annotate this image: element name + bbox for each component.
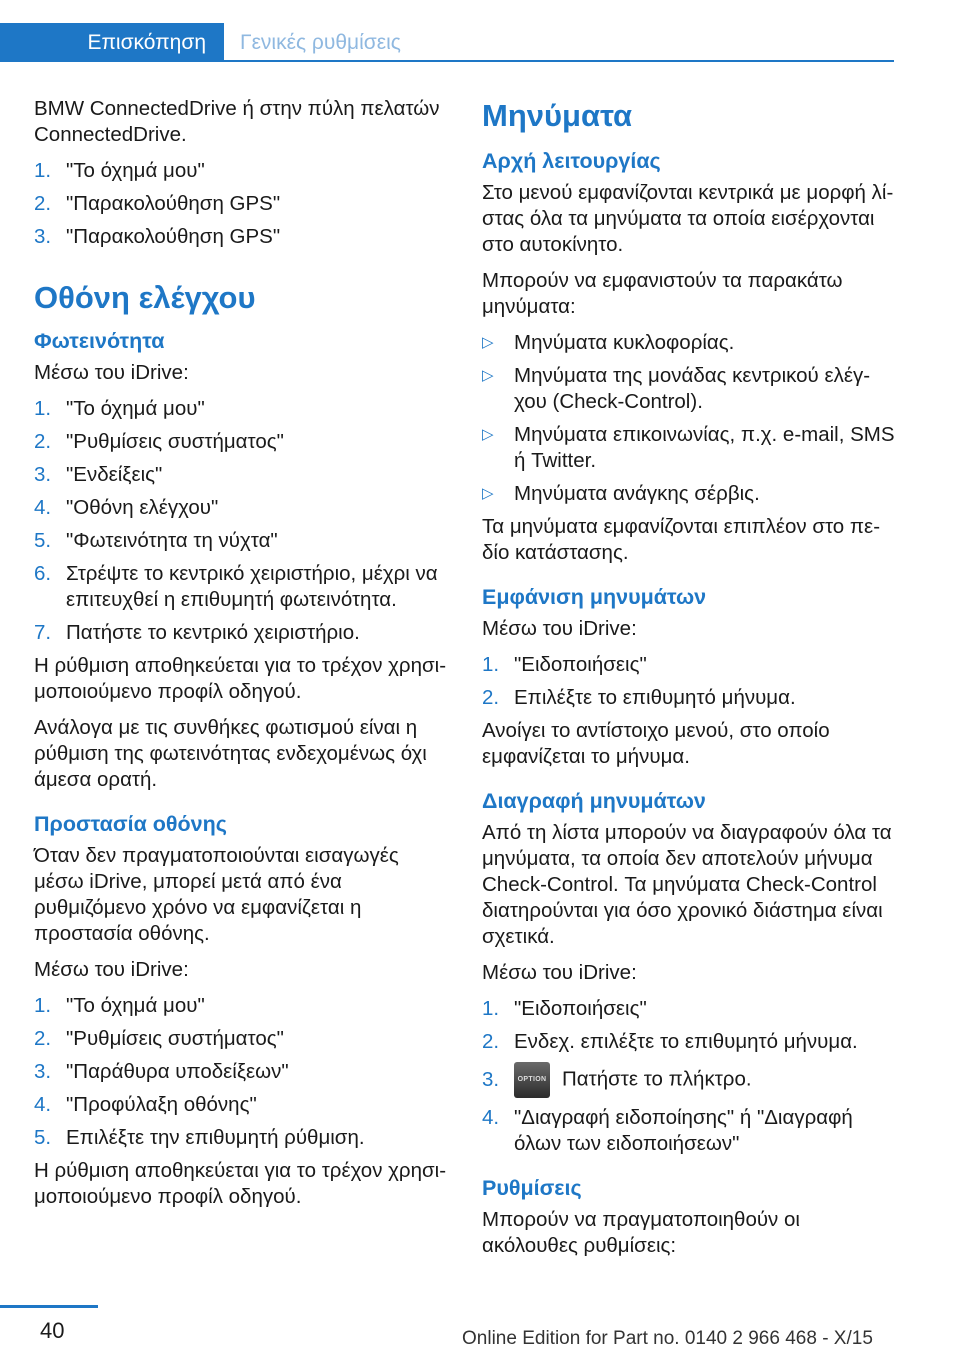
list-number: 2. [482,1030,500,1053]
can-show-text: Μπορούν να εμφανιστούν τα παρακάτω μηνύματα: [482,269,843,318]
list-item [34,1125,449,1151]
protection-text: Όταν δεν πραγματοποιούνται εισαγωγές μέσω iDrive, μπορεί μετά από ένα ρυθμιζόμενο χρόνο να εμφανίζεται η προστασία οθόνης. [34,844,399,945]
list-item [34,993,449,1019]
list-number: 3. [34,1060,52,1083]
list-item [34,191,449,217]
page-number: 40 [40,1318,65,1343]
list-item [482,330,896,356]
via-idrive-text: Μέσω του iDrive: [34,958,189,981]
list-item-text: "Ενδείξεις" [66,463,163,486]
list-item [34,528,449,554]
section-title-messages: Μηνύματα [482,98,633,133]
list-item [34,429,449,455]
list-item [34,158,449,184]
list-item-text: "Ειδοποιήσεις" [514,997,647,1020]
heading-principle: Αρχή λειτουργίας [482,149,661,173]
section-title-control-display: Οθόνη ελέγχου [34,280,256,315]
list-item [482,422,896,474]
settings-text: Μπορούν να πραγματοποιηθούν οι ακόλουθες ρυθμίσεις: [482,1208,800,1257]
list-item [482,996,896,1022]
right-column [482,96,896,1269]
list-number: 4. [482,1106,500,1129]
list-number: 7. [34,621,52,644]
principle-text: Στο μενού εμφανίζονται κεντρικά με μορφή λίστας όλα τα μηνύματα τα οποία εισέρχονται στο αυτοκίνητο. [482,181,894,256]
list-item [482,1029,896,1055]
list-connected-drive [34,158,449,250]
list-number: 4. [34,1093,52,1116]
list-item-text: Μηνύματα ανάγκης σέρβις. [514,482,760,505]
list-item-text: Πατήστε το πλήκτρο. [562,1067,752,1091]
list-item [482,1105,896,1157]
list-item [482,1062,896,1098]
list-number: 2. [482,686,500,709]
list-brightness-steps [34,396,449,646]
list-number: 2. [34,192,52,215]
list-item [34,1026,449,1052]
list-item-text: Επιλέξτε την επιθυμητή ρύθμιση. [66,1126,365,1149]
list-item [34,1059,449,1085]
list-number: 4. [34,496,52,519]
list-item-text: "Ρυθμίσεις συστήματος" [66,430,284,453]
list-number: 5. [34,529,52,552]
list-number: 6. [34,562,52,585]
option-button-icon: OPTION [514,1062,550,1098]
left-column [34,96,449,1220]
list-number: 1. [34,159,52,182]
triangle-bullet-icon: ▷ [482,426,494,443]
list-item-text: "Το όχημά μου" [66,397,205,420]
list-item [34,561,449,613]
list-item-text: "Ρυθμίσεις συστήματος" [66,1027,284,1050]
heading-brightness: Φωτεινότητα [34,329,165,353]
saved-note: Η ρύθμιση αποθηκεύεται για το τρέχον χρησιμοποιούμενο προφίλ οδηγού. [34,654,447,703]
triangle-bullet-icon: ▷ [482,334,494,351]
list-number: 3. [34,463,52,486]
heading-settings: Ρυθμίσεις [482,1176,582,1200]
via-idrive-text: Μέσω του iDrive: [34,361,189,384]
list-number: 1. [482,653,500,676]
list-item-text: "Το όχημά μου" [66,994,205,1017]
heading-show-messages: Εμφάνιση μηνυμάτων [482,585,707,609]
list-item-text: Ενδεχ. επιλέξτε το επιθυμητό μήνυμα. [514,1030,858,1053]
list-item-text: Στρέψτε το κεντρικό χειριστήριο, μέχρι να επιτευχθεί η επιθυμητή φωτεινότητα. [66,562,438,611]
list-item-text: Μηνύματα επικοινωνίας, π.χ. e-mail, SMS ή Twitter. [514,423,895,472]
via-idrive-text: Μέσω του iDrive: [482,617,637,640]
list-item-text: "Παρακολούθηση GPS" [66,225,281,248]
list-number: 5. [34,1126,52,1149]
list-number: 3. [34,225,52,248]
list-number: 1. [34,397,52,420]
list-item-text: Μηνύματα κυκλοφορίας. [514,331,735,354]
list-item [482,652,896,678]
intro-text: BMW ConnectedDrive ή στην πύλη πελατών ConnectedDrive. [34,97,440,146]
edition-text: Online Edition for Part no. 0140 2 966 468 - X/15 [462,1328,873,1349]
list-protection-steps [34,993,449,1151]
triangle-bullet-icon: ▷ [482,367,494,384]
heading-delete-messages: Διαγραφή μηνυμάτων [482,789,706,813]
list-item-text: Μηνύματα της μονάδας κεντρικού ελέγχου (Check-Control). [514,364,871,413]
list-item [34,396,449,422]
list-item-text: "Παρακολούθηση GPS" [66,192,281,215]
list-item-text: "Διαγραφή ειδοποίησης" ή "Διαγραφή όλων των ειδοποιήσεων" [514,1106,853,1155]
list-item [482,481,896,507]
footer-divider [0,1305,98,1308]
list-show-steps [482,652,896,711]
tab-overview[interactable]: Επισκόπηση [0,23,224,62]
list-item-text: "Προφύλαξη οθόνης" [66,1093,257,1116]
list-number: 2. [34,430,52,453]
list-item [34,620,449,646]
list-number: 2. [34,1027,52,1050]
via-idrive-text: Μέσω του iDrive: [482,961,637,984]
lighting-note: Ανάλογα με τις συνθήκες φωτισμού είναι η ρύθμιση της φωτεινότητας ενδεχομένως όχι άμεσα ορατή. [34,716,427,791]
list-item-text: "Φωτεινότητα τη νύχτα" [66,529,278,552]
list-delete-steps [482,996,896,1157]
status-note: Τα μηνύματα εμφανίζονται επιπλέον στο πεδίο κατάστασης. [482,515,881,564]
list-number: 3. [482,1068,500,1091]
tab-general-settings[interactable]: Γενικές ρυθμίσεις [240,30,401,54]
list-item [34,224,449,250]
saved-note: Η ρύθμιση αποθηκεύεται για το τρέχον χρησιμοποιούμενο προφίλ οδηγού. [34,1159,447,1208]
list-item [482,685,896,711]
list-item [482,363,896,415]
message-types-list [482,330,896,507]
list-item-text: "Οθόνη ελέγχου" [66,496,219,519]
list-item-text: "Παράθυρα υποδείξεων" [66,1060,289,1083]
list-item [34,462,449,488]
list-item-text: "Ειδοποιήσεις" [514,653,647,676]
list-item [34,1092,449,1118]
list-item-text: "Το όχημά μου" [66,159,205,182]
opens-note: Ανοίγει το αντίστοιχο μενού, στο οποίο εμφανίζεται το μήνυμα. [482,719,830,768]
list-item [34,495,449,521]
heading-screen-protection: Προστασία οθόνης [34,812,227,836]
top-navigation [0,0,960,62]
list-item-text: Πατήστε το κεντρικό χειριστήριο. [66,621,360,644]
header-divider [224,60,894,62]
delete-text: Από τη λίστα μπορούν να διαγραφούν όλα τα μηνύματα, τα οποία δεν αποτελούν μήνυμα Check-Control. Τα μηνύματα Check-Control διατηρούνται για όσο χρονικό διάστημα είναι σχετικά. [482,821,892,948]
list-item-text: Επιλέξτε το επιθυμητό μήνυμα. [514,686,796,709]
list-number: 1. [34,994,52,1017]
triangle-bullet-icon: ▷ [482,485,494,502]
list-number: 1. [482,997,500,1020]
